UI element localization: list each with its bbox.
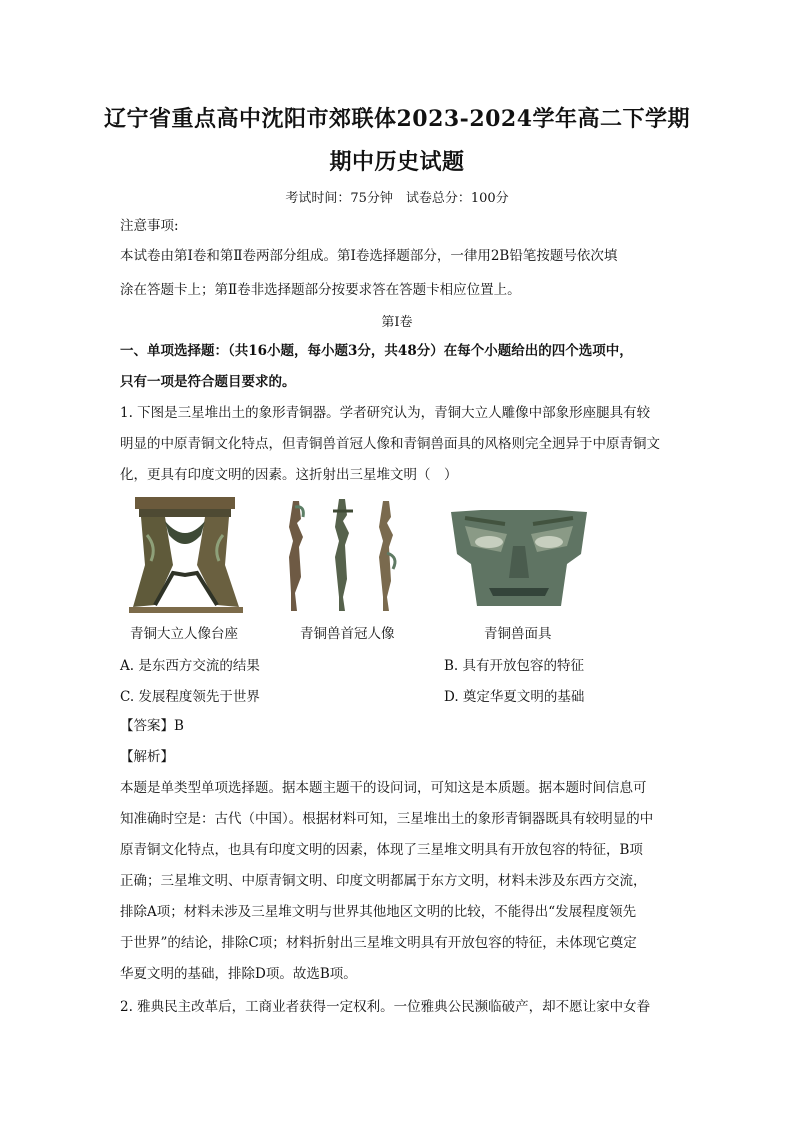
exam-meta: 考试时间：75分钟 试卷总分：100分: [285, 191, 509, 206]
exam-title-line1: 辽宁省重点高中沈阳市郊联体2023-2024学年高二下学期: [103, 106, 691, 132]
q1-analysis-line: 原青铜文化特点，也具有印度文明的因素，体现了三星堆文明具有开放包容的特征，B项: [120, 842, 643, 858]
q1-stem-line2: 明显的中原青铜文化特点，但青铜兽首冠人像和青铜兽面具的风格则完全迥异于中原青铜文: [120, 436, 660, 452]
volume-heading: 第Ⅰ卷: [381, 315, 413, 330]
q1-option-d: D. 奠定华夏文明的基础: [444, 689, 585, 705]
bronze-mask-image: [449, 506, 589, 614]
bronze-stand-image: [125, 495, 247, 615]
section-heading-line1: 一、单项选择题：（共16小题，每小题3分，共48分）在每个小题给出的四个选项中，: [120, 343, 633, 359]
beast-head-figures-image: [283, 497, 403, 615]
q2-stem-line1: 2. 雅典民主改革后，工商业者获得一定权利。一位雅典公民濒临破产，却不愿让家中女眷: [120, 999, 651, 1015]
q1-analysis-line: 排除A项；材料未涉及三星堆文明与世界其他地区文明的比较，不能得出“发展程度领先: [120, 904, 637, 920]
q1-analysis-line: 知准确时空是：古代（中国）。根据材料可知，三星堆出土的象形青铜器既具有较明显的中: [120, 811, 654, 827]
caption-beast-head-figure: 青铜兽首冠人像: [300, 626, 395, 642]
notice-heading: 注意事项:: [120, 218, 179, 234]
q1-answer: 【答案】B: [120, 718, 184, 734]
q1-analysis-line: 于世界”的结论，排除C项；材料折射出三星堆文明具有开放包容的特征，未体现它奠定: [120, 935, 637, 951]
q1-stem-line3: 化，更具有印度文明的因素。这折射出三星堆文明（ ）: [120, 467, 458, 483]
q1-stem-line1: 1. 下图是三星堆出土的象形青铜器。学者研究认为，青铜大立人雕像中部象形座腿具有较: [120, 405, 651, 421]
caption-bronze-mask: 青铜兽面具: [484, 626, 552, 642]
section-heading-line2: 只有一项是符合题目要求的。: [120, 374, 296, 390]
q1-option-b: B. 具有开放包容的特征: [444, 658, 585, 674]
caption-bronze-stand: 青铜大立人像台座: [130, 626, 238, 642]
exam-title-line2: 期中历史试题: [329, 149, 465, 175]
notice-line2: 涂在答题卡上；第Ⅱ卷非选择题部分按要求答在答题卡相应位置上。: [120, 282, 521, 298]
q1-analysis-line: 正确；三星堆文明、中原青铜文明、印度文明都属于东方文明，材料未涉及东西方交流，: [120, 873, 647, 889]
q1-analysis-line: 本题是单类型单项选择题。据本题主题干的设问词，可知这是本质题。据本题时间信息可: [120, 780, 647, 796]
q1-analysis-heading: 【解析】: [120, 749, 174, 765]
q1-option-c: C. 发展程度领先于世界: [120, 689, 260, 705]
q1-analysis-line: 华夏文明的基础，排除D项。故选B项。: [120, 966, 357, 982]
q1-option-a: A. 是东西方交流的结果: [120, 658, 260, 674]
notice-line1: 本试卷由第Ⅰ卷和第Ⅱ卷两部分组成。第Ⅰ卷选择题部分，一律用2B铅笔按题号依次填: [120, 248, 618, 264]
